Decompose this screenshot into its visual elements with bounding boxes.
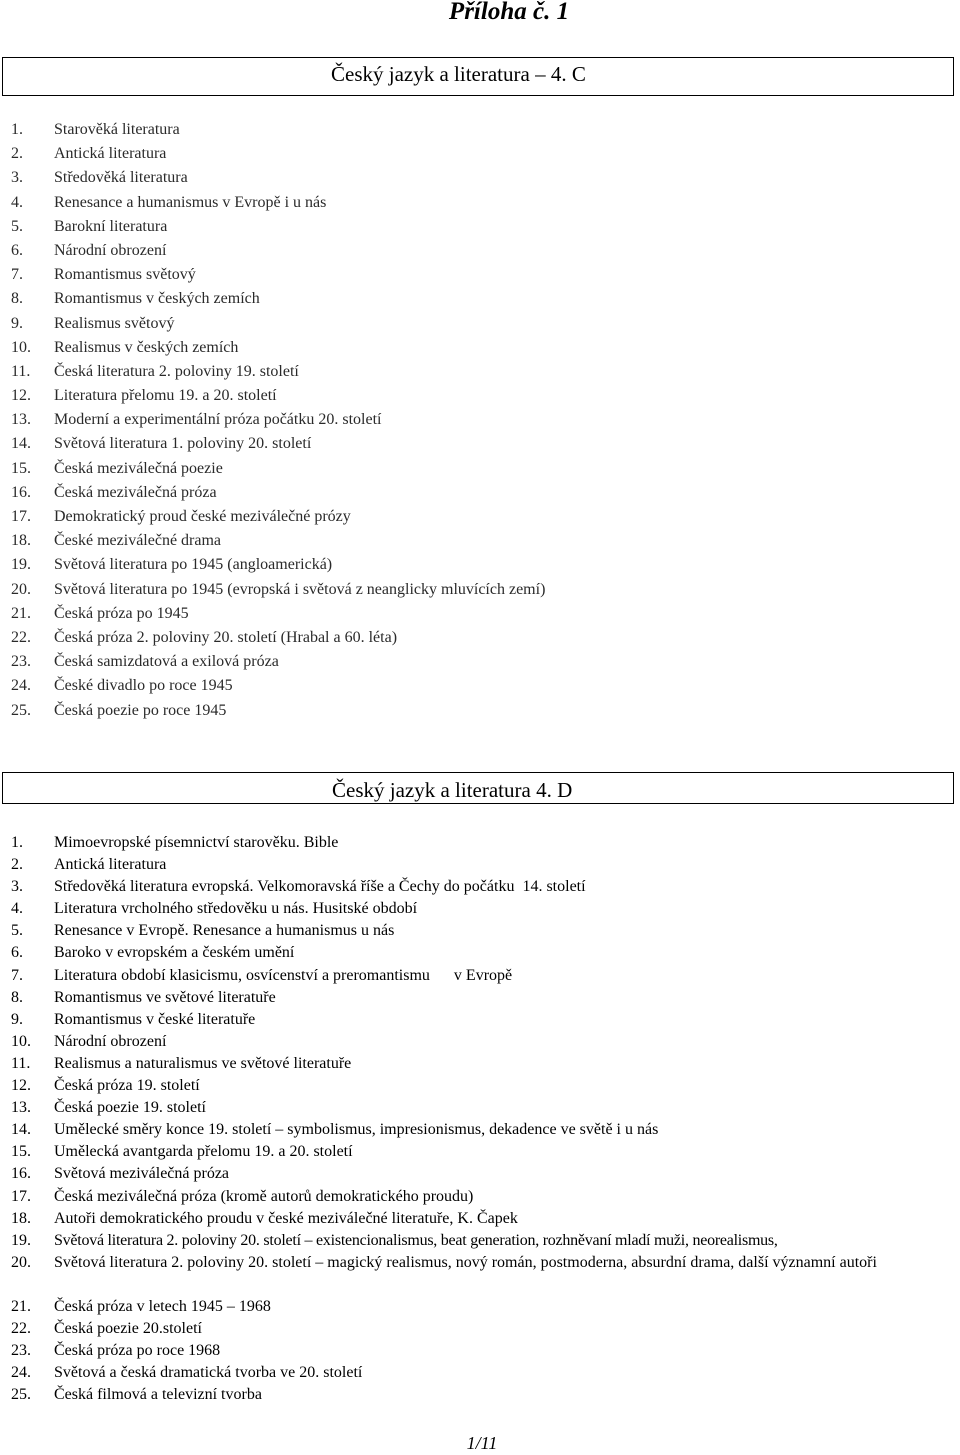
list-item [0, 553, 960, 577]
item-text: Národní obrození [54, 1032, 167, 1050]
section-c-title: Český jazyk a literatura – 4. C [331, 62, 586, 86]
item-text: Národní obrození [54, 241, 167, 259]
item-text: Renesance a humanismus v Evropě i u nás [54, 193, 327, 211]
item-text: Světová literatura 1. poloviny 20. století [54, 435, 312, 453]
item-text: Romantismus světový [54, 266, 196, 284]
item-number: 13. [11, 1099, 31, 1117]
item-number: 19. [11, 556, 31, 574]
item-text: Romantismus v českých zemích [54, 290, 260, 308]
item-number: 6. [11, 944, 23, 962]
list-item [0, 1163, 960, 1185]
item-number: 12. [11, 387, 31, 405]
item-number: 2. [11, 856, 23, 874]
item-text: České meziválečné drama [54, 532, 222, 550]
item-text: Umělecké směry konce 19. století – symbolismus, impresionismus, dekadence ve světě i u nás [54, 1121, 659, 1139]
item-text: Česká samizdatová a exilová próza [54, 653, 279, 671]
list-item [0, 263, 960, 287]
list-item [0, 1208, 960, 1230]
item-number: 20. [11, 1253, 31, 1271]
item-number: 3. [11, 878, 23, 896]
item-text: Barokní literatura [54, 217, 168, 235]
list-item [0, 215, 960, 239]
item-text: Česká próza v letech 1945 – 1968 [54, 1297, 271, 1315]
list-item [0, 1009, 960, 1031]
list-item [0, 1318, 960, 1340]
list-item [0, 432, 960, 456]
item-text: Antická literatura [54, 145, 167, 163]
list-item [0, 287, 960, 311]
item-text: Literatura období klasicismu, osvícenství a preromantismu v Evropě [54, 966, 513, 984]
item-number: 14. [11, 435, 31, 453]
item-text: Světová literatura po 1945 (evropská i světová z neanglicky mluvících zemí) [54, 580, 546, 598]
item-text: Moderní a experimentální próza počátku 20. století [54, 411, 382, 429]
item-text: Česká próza po roce 1968 [54, 1342, 221, 1360]
list-item [0, 239, 960, 263]
item-number: 1. [11, 121, 23, 138]
list-item [0, 965, 960, 987]
list-item [0, 142, 960, 166]
list-item [0, 602, 960, 626]
item-number: 17. [11, 1187, 31, 1205]
list-item [0, 1097, 960, 1119]
item-number: 12. [11, 1077, 31, 1095]
item-number: 1. [11, 834, 23, 851]
item-number: 10. [11, 338, 31, 356]
item-text: Romantismus v české literatuře [54, 1010, 256, 1028]
item-number: 5. [11, 217, 23, 235]
item-number: 11. [11, 362, 31, 380]
item-text: Světová literatura po 1945 (angloamerická) [54, 556, 333, 574]
list-item [0, 1053, 960, 1075]
list-item [0, 336, 960, 360]
item-number: 10. [11, 1032, 31, 1050]
item-text: Romantismus ve světové literatuře [54, 988, 276, 1006]
item-number: 23. [11, 653, 31, 671]
list-item [0, 312, 960, 336]
item-text: Česká filmová a televizní tvorba [54, 1386, 262, 1404]
list-item [0, 920, 960, 942]
list-item [0, 832, 960, 854]
item-number: 8. [11, 290, 23, 308]
item-text: Česká meziválečná próza [54, 483, 217, 501]
page-number: 1/11 [466, 1433, 498, 1453]
list-item [0, 481, 960, 505]
list-item [0, 1252, 960, 1296]
item-text: Realismus světový [54, 314, 175, 332]
list-item [0, 408, 960, 432]
list-item [0, 650, 960, 674]
item-text: Antická literatura [54, 856, 167, 874]
page-heading: Příloha č. 1 [448, 0, 570, 25]
item-text: Autoři demokratického proudu v české meziválečné literatuře, K. Čapek [54, 1209, 518, 1227]
item-text: Světová literatura 2. poloviny 20. století – existencionalismus, beat generation, rozhněvaní mladí muži, neorealismus, [54, 1231, 778, 1249]
item-number: 6. [11, 241, 23, 259]
list-item [0, 360, 960, 384]
item-text: Česká meziválečná poezie [54, 459, 223, 477]
list-item [0, 191, 960, 215]
item-text: Baroko v evropském a českém umění [54, 944, 295, 962]
list-item [0, 1075, 960, 1097]
list-item [0, 529, 960, 553]
item-text: Česká meziválečná próza (kromě autorů demokratického proudu) [54, 1187, 474, 1205]
item-number: 24. [11, 677, 31, 695]
list-item [0, 626, 960, 650]
item-text: Renesance v Evropě. Renesance a humanismus u nás [54, 922, 395, 940]
item-number: 17. [11, 508, 31, 525]
item-number: 22. [11, 1320, 31, 1338]
item-number: 20. [11, 580, 31, 598]
item-number: 11. [11, 1054, 31, 1072]
item-text: Česká poezie po roce 1945 [54, 701, 227, 719]
item-number: 22. [11, 628, 31, 646]
list-item [0, 1186, 960, 1208]
item-number: 7. [11, 966, 23, 984]
item-number: 4. [11, 193, 23, 211]
item-text: Světová a česká dramatická tvorba ve 20. století [54, 1364, 363, 1382]
item-text: Starověká literatura [54, 121, 180, 138]
item-number: 2. [11, 145, 23, 163]
item-number: 25. [11, 701, 31, 719]
item-number: 4. [11, 900, 23, 918]
list-item [0, 1031, 960, 1053]
list-item [0, 166, 960, 190]
item-text: Česká próza 19. století [54, 1077, 200, 1095]
item-number: 9. [11, 1010, 23, 1028]
list-item [0, 1362, 960, 1384]
list-item [0, 699, 960, 723]
item-text: Světová literatura 2. poloviny 20. století – magický realismus, nový román, postmoderna, absurdní drama, další významní autoři [54, 1253, 877, 1271]
item-number: 3. [11, 169, 23, 187]
list-item [0, 898, 960, 920]
list-item [0, 505, 960, 529]
item-number: 23. [11, 1342, 31, 1360]
item-text: Česká poezie 20.století [54, 1320, 202, 1338]
item-text: Česká literatura 2. poloviny 19. století [54, 362, 299, 380]
list-item [0, 942, 960, 964]
list-item [0, 1340, 960, 1362]
item-text: Realismus v českých zemích [54, 338, 239, 356]
list-item [0, 987, 960, 1009]
item-number: 5. [11, 922, 23, 940]
list-item [0, 1230, 960, 1252]
item-text: Umělecká avantgarda přelomu 19. a 20. století [54, 1143, 353, 1161]
item-text: Demokratický proud české meziválečné prózy [54, 508, 351, 525]
item-number: 16. [11, 483, 31, 501]
item-number: 21. [11, 1297, 31, 1315]
list-item [0, 1119, 960, 1141]
item-text: Česká poezie 19. století [54, 1099, 206, 1117]
list-item [0, 578, 960, 602]
section-d-title: Český jazyk a literatura 4. D [332, 778, 573, 802]
item-number: 18. [11, 1209, 31, 1227]
item-text: České divadlo po roce 1945 [54, 677, 233, 695]
list-item [0, 1384, 960, 1406]
item-text: Česká próza po 1945 [54, 604, 189, 622]
item-text: Realismus a naturalismus ve světové literatuře [54, 1054, 352, 1072]
list-item [0, 854, 960, 876]
item-number: 19. [11, 1231, 31, 1249]
item-number: 15. [11, 459, 31, 477]
item-text: Mimoevropské písemnictví starověku. Bible [54, 834, 339, 851]
item-number: 8. [11, 988, 23, 1006]
list-item [0, 1141, 960, 1163]
list-item [0, 674, 960, 698]
item-number: 7. [11, 266, 23, 284]
item-text: Česká próza 2. poloviny 20. století (Hrabal a 60. léta) [54, 628, 398, 646]
item-number: 9. [11, 314, 23, 332]
list-item [0, 1296, 960, 1318]
list-item [0, 876, 960, 898]
item-text: Středověká literatura [54, 169, 188, 187]
item-text: Světová meziválečná próza [54, 1165, 230, 1183]
item-number: 21. [11, 604, 31, 622]
item-text: Středověká literatura evropská. Velkomoravská říše a Čechy do počátku 14. století [54, 878, 586, 896]
item-text: Literatura vrcholného středověku u nás. Husitské období [54, 900, 418, 918]
item-text: Literatura přelomu 19. a 20. století [54, 387, 277, 405]
list-item [0, 118, 960, 142]
section-c-list [0, 118, 960, 723]
item-number: 18. [11, 532, 31, 550]
item-number: 16. [11, 1165, 31, 1183]
item-number: 24. [11, 1364, 31, 1382]
item-number: 13. [11, 411, 31, 429]
list-item [0, 457, 960, 481]
section-d-list [0, 832, 960, 1406]
item-number: 25. [11, 1386, 31, 1404]
list-item [0, 384, 960, 408]
item-number: 15. [11, 1143, 31, 1161]
item-number: 14. [11, 1121, 31, 1139]
